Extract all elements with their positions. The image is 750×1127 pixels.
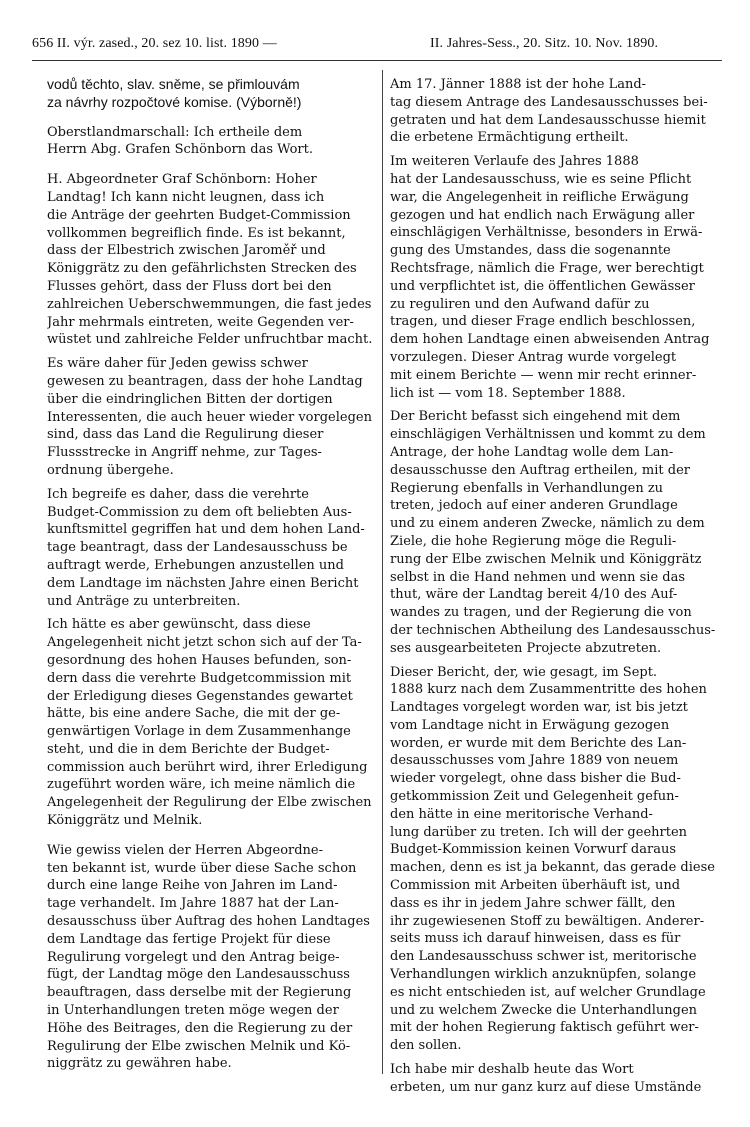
right-column xyxy=(390,76,723,1103)
paragraph xyxy=(47,842,377,1073)
text-line: vorzulegen. Dieser Antrag wurde vorgelegt xyxy=(390,349,677,365)
text-line: getkommission Zeit und Gelegenheit gefun- xyxy=(390,789,679,805)
speaker-paragraph xyxy=(47,124,377,160)
text-line: Königgrätz und Melnik. xyxy=(47,813,203,829)
column-divider xyxy=(382,70,383,1074)
text-line: auftragt werde, Erhebungen anzustellen und xyxy=(47,557,344,573)
text-line: Wie gewiss vielen der Herren Abgeordne- xyxy=(47,842,324,858)
text-line: in Unterhandlungen treten möge wegen der xyxy=(47,1003,339,1019)
text-line: und Anträge zu unterbreiten. xyxy=(47,593,241,609)
header-czech: 656 II. výr. zased., 20. sez 10. list. 1890 — xyxy=(32,36,277,51)
text-line: Jahr mehrmals eintreten, weite Gegenden ver- xyxy=(47,314,354,330)
left-column xyxy=(47,76,377,1079)
text-line: zugeführt worden wäre, ich meine nämlich die xyxy=(47,777,356,793)
paragraph xyxy=(47,171,377,349)
text-line: desausschuss über Auftrag des hohen Landtages xyxy=(47,914,370,930)
text-line: gezogen und hat endlich nach Erwägung aller xyxy=(390,207,695,223)
text-line: Flusses gehört, dass der Fluss dort bei den xyxy=(47,278,332,294)
text-line: H. Abgeordneter Graf Schönborn: Hoher xyxy=(47,172,317,188)
text-line: zahlreichen Ueberschwemmungen, die fast jedes xyxy=(47,296,372,312)
text-line: ses ausgearbeiteten Projecte abzutreten. xyxy=(390,640,662,656)
text-line: wüstet und zahlreiche Felder unfruchtbar macht. xyxy=(47,332,373,348)
text-line: dass der Elbestrich zwischen Jaroměř und xyxy=(47,243,326,259)
speaker-name: Oberstlandmarschall: xyxy=(47,124,190,140)
text-line: Antrage, der hohe Landtag wolle dem Lan- xyxy=(390,444,674,460)
text-line: durch eine lange Reihe von Jahren im Land- xyxy=(47,878,338,894)
text-line: war, die Angelegenheit in reifliche Erwägung xyxy=(390,189,689,205)
text-line: Höhe des Beitrages, den die Regierung zu der xyxy=(47,1020,353,1036)
text-line: dass es ihr in jedem Jahre schwer fällt, den xyxy=(390,895,676,911)
paragraph xyxy=(47,486,377,611)
text-line: dem Landtage im nächsten Jahre einen Bericht xyxy=(47,575,359,591)
text-line: sind, dass das Land die Regulirung dieser xyxy=(47,427,324,443)
text-line: es nicht entschieden ist, auf welcher Grundlage xyxy=(390,984,706,1000)
text-line: Flussstrecke in Angriff nehme, zur Tages- xyxy=(47,445,322,461)
text-line: den Landesausschuss schwer ist, meritorische xyxy=(390,949,697,965)
text-line: der technischen Abtheilung des Landesausschus- xyxy=(390,622,716,638)
paragraph xyxy=(47,616,377,830)
text-line: Am 17. Jänner 1888 ist der hohe Land- xyxy=(390,77,647,92)
header-rule xyxy=(32,60,722,61)
header-german: II. Jahres-Sess., 20. Sitz. 10. Nov. 1890. xyxy=(430,36,659,51)
text-line: Landtag! Ich kann nicht leugnen, dass ich xyxy=(47,189,325,205)
text-line: 1888 kurz nach dem Zusammentritte des hohen xyxy=(390,682,707,698)
text-line: mit der hohen Regierung faktisch geführt wer- xyxy=(390,1020,699,1036)
text-line: wandes zu tragen, und der Regierung die von xyxy=(390,605,692,621)
text-line: desausschusses vom Jahre 1889 von neuem xyxy=(390,753,679,769)
text-line: dem Landtage das fertige Projekt für diese xyxy=(47,931,331,947)
text-line: erbeten, um nur ganz kurz auf diese Umstände xyxy=(390,1079,702,1095)
text-line: kunftsmittel gegriffen hat und dem hohen Land- xyxy=(47,522,365,538)
text-line: die erbetene Ermächtigung ertheilt. xyxy=(390,130,629,146)
text-line: gung des Umstandes, dass die sogenannte xyxy=(390,243,671,259)
text-line: vom Landtage nicht in Erwägung gezogen xyxy=(390,717,670,733)
text-line: der Erledigung dieses Gegenstandes gewartet xyxy=(47,688,353,704)
speaker-line xyxy=(47,124,377,142)
text-line: gewesen zu beantragen, dass der hohe Landtag xyxy=(47,373,363,389)
text-line: ordnung übergehe. xyxy=(47,462,174,478)
text-line: Herrn Abg. Grafen Schönborn das Wort. xyxy=(47,142,313,158)
text-line: fügt, der Landtag möge den Landesausschuss xyxy=(47,967,350,983)
text-line: desausschusse den Auftrag ertheilen, mit der xyxy=(390,462,690,478)
text-line: den sollen. xyxy=(390,1038,462,1054)
paragraph xyxy=(47,355,377,480)
text-line: einschlägigen Verhältnisse, besonders in Erwä- xyxy=(390,225,703,241)
text-line: den hätte in eine meritorische Verhand- xyxy=(390,806,653,822)
text-line: die Anträge der geehrten Budget-Commission xyxy=(47,207,351,223)
text-line: lung darüber zu treten. Ich will der geehrten xyxy=(390,824,688,840)
text-line: ten bekannt ist, wurde über diese Sache schon xyxy=(47,860,357,876)
text-line: Im weiteren Verlaufe des Jahres 1888 xyxy=(390,154,639,170)
text-line: Regierung ebenfalls in Verhandlungen zu xyxy=(390,480,664,496)
text-line: worden, er wurde mit dem Berichte des Lan- xyxy=(390,735,687,751)
text-line: tragen, und dieser Frage endlich beschlossen, xyxy=(390,314,696,330)
speaker-text: Ich ertheile dem xyxy=(189,124,303,140)
text-line: tage verhandelt. Im Jahre 1887 hat der Lan- xyxy=(47,896,339,912)
text-line: Ich hätte es aber gewünscht, dass diese xyxy=(47,617,311,633)
paragraph xyxy=(390,1061,723,1097)
text-line: Ich begreife es daher, dass die verehrte xyxy=(47,486,309,502)
text-line: tage beantragt, dass der Landesausschuss be xyxy=(47,540,348,556)
text-line: Interessenten, die auch heuer wieder vorgelegen xyxy=(47,409,372,425)
text-line: dem hohen Landtage einen abweisenden Antrag xyxy=(390,332,710,348)
text-line: einschlägigen Verhältnissen und kommt zu dem xyxy=(390,427,706,443)
text-line: selbst in die Hand nehmen und wenn sie das xyxy=(390,569,686,585)
text-line: za návrhy rozpočtové komise. (Výborně!) xyxy=(47,93,302,110)
paragraph xyxy=(390,76,723,147)
text-line: lich ist — vom 18. September 1888. xyxy=(390,385,626,401)
text-line: Der Bericht befasst sich eingehend mit dem xyxy=(390,409,681,425)
text-line: Regulirung der Elbe zwischen Melnik und Kö- xyxy=(47,1038,351,1054)
text-line: Budget-Kommission keinen Vorwurf daraus xyxy=(390,842,676,858)
text-line: commission auch berührt wird, ihrer Erledigung xyxy=(47,759,368,775)
text-line: tag diesem Antrage des Landesausschusses bei- xyxy=(390,94,708,110)
text-line: Rechtsfrage, nämlich die Frage, wer berechtigt xyxy=(390,260,704,276)
paragraph xyxy=(390,153,723,402)
text-line: Ich habe mir deshalb heute das Wort xyxy=(390,1062,634,1078)
text-line: gesordnung des hohen Hauses befunden, son- xyxy=(47,652,352,668)
text-line: hat der Landesausschuss, wie es seine Pflicht xyxy=(390,171,692,187)
paragraph xyxy=(47,76,377,112)
text-line: zu reguliren und den Aufwand dafür zu xyxy=(390,296,650,312)
text-line: vodů těchto, slav. sněme, se přimlouvám xyxy=(47,76,300,92)
text-line: vollkommen begreiflich finde. Es ist bekannt, xyxy=(47,225,346,241)
text-line: Angelegenheit der Regulirung der Elbe zwischen xyxy=(47,795,372,811)
text-line: Verhandlungen wirklich anzuknüpfen, solange xyxy=(390,967,697,983)
text-line: Commission mit Arbeiten überhäuft ist, und xyxy=(390,878,681,894)
text-line: seits muss ich darauf hinweisen, dass es für xyxy=(390,931,681,947)
text-line: thut, wäre der Landtag bereit 4/10 des Auf- xyxy=(390,587,678,603)
text-line: beauftragen, dass derselbe mit der Regierung xyxy=(47,985,352,1001)
text-line: machen, denn es ist ja bekannt, das gerade diese xyxy=(390,860,715,876)
text-line: Angelegenheit nicht jetzt schon sich auf der Ta- xyxy=(47,635,362,651)
text-line: Es wäre daher für Jeden gewiss schwer xyxy=(47,356,308,372)
text-line: niggrätz zu gewähren habe. xyxy=(47,1056,232,1072)
text-line: über die eindringlichen Bitten der dortigen xyxy=(47,391,333,407)
text-line: ihr zugewiesenen Stoff zu bewältigen. Anderer- xyxy=(390,913,705,929)
paragraph xyxy=(390,408,723,657)
text-line: Regulirung vorgelegt und den Antrag beige- xyxy=(47,949,340,965)
text-line: hätte, bis eine andere Sache, die mit der ge- xyxy=(47,706,341,722)
text-line: steht, und die in dem Berichte der Budget- xyxy=(47,741,330,757)
text-line: wieder vorgelegt, ohne dass bisher die Bud- xyxy=(390,771,681,787)
text-line: Landtages vorgelegt worden war, ist bis jetzt xyxy=(390,700,688,716)
text-line: dern dass die verehrte Budgetcommission mit xyxy=(47,670,352,686)
text-line: mit einem Berichte — wenn mir recht erinner- xyxy=(390,367,697,383)
paragraph xyxy=(390,664,723,1056)
text-line: und zu welchem Zwecke die Unterhandlungen xyxy=(390,1002,698,1018)
text-line: Ziele, die hohe Regierung möge die Reguli- xyxy=(390,533,677,549)
text-line: Dieser Bericht, der, wie gesagt, im Sept. xyxy=(390,664,658,680)
text-line: getraten und hat dem Landesausschusse hiemit xyxy=(390,112,706,128)
text-line: genwärtigen Vorlage in dem Zusammenhange xyxy=(47,724,351,740)
text-line: und verpflichtet ist, die öffentlichen Gewässer xyxy=(390,278,695,294)
text-line: Königgrätz zu den gefährlichsten Strecken des xyxy=(47,261,357,277)
text-line: rung der Elbe zwischen Melnik und Königgrätz xyxy=(390,551,702,567)
text-line: Budget-Commission zu dem oft beliebten Aus- xyxy=(47,504,352,520)
text-line: und zu einem anderen Zwecke, nämlich zu dem xyxy=(390,516,705,532)
text-line: treten, jedoch auf einer anderen Grundlage xyxy=(390,498,678,514)
